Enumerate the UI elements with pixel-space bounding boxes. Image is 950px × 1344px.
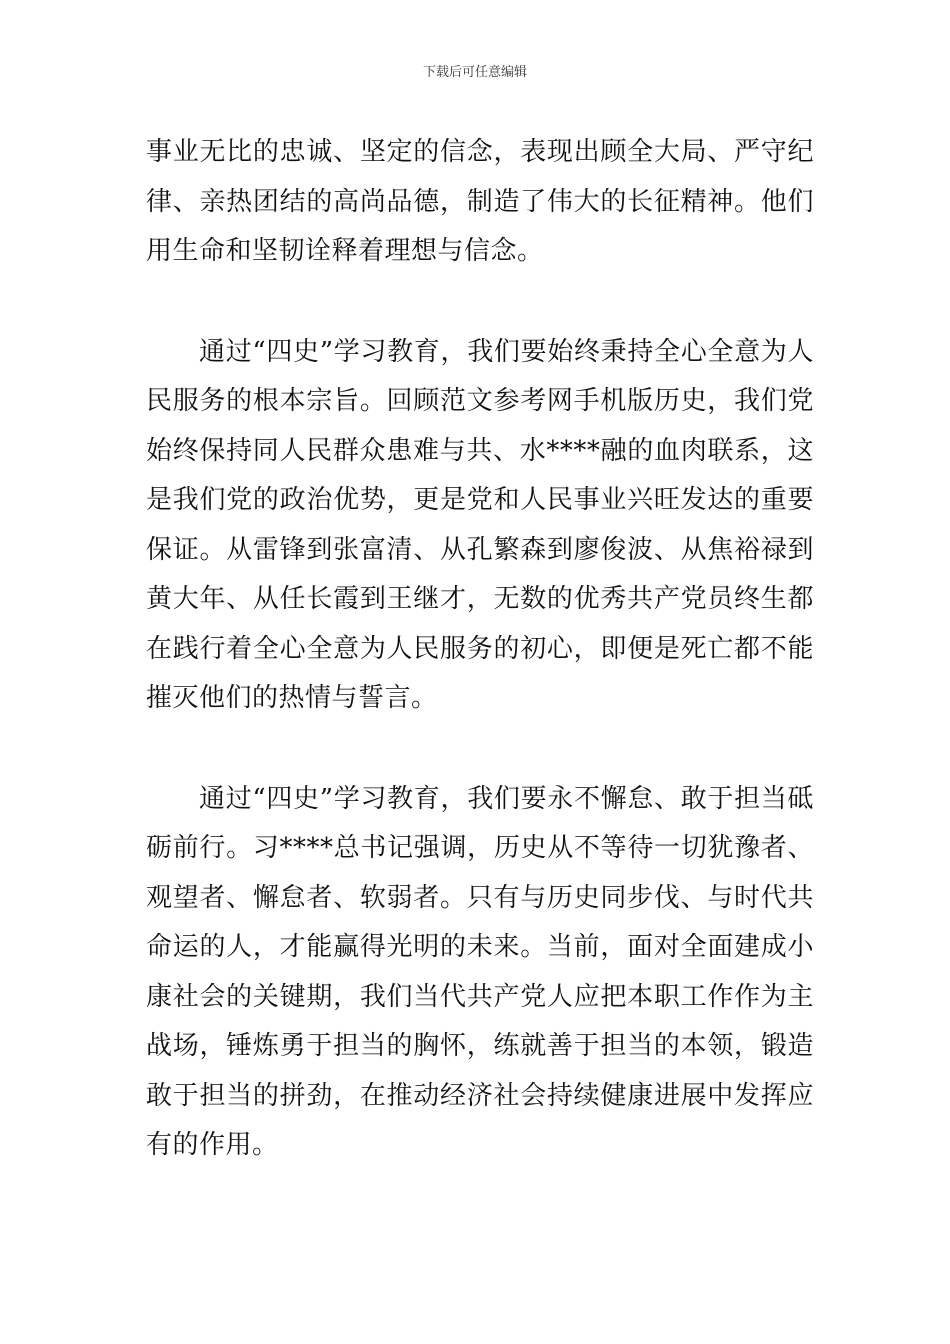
paragraph-1: 事业无比的忠诚、坚定的信念，表现出顾全大局、严守纪律、亲热团结的高尚品德，制造了伟大的长征精神。他们用生命和坚韧诠释着理想与信念。 bbox=[146, 137, 814, 266]
paragraph-gap bbox=[146, 724, 814, 775]
page-header-note: 下载后可任意编辑 bbox=[422, 65, 527, 80]
paragraph-gap bbox=[146, 277, 814, 328]
document-body bbox=[146, 128, 814, 1171]
paragraph-3: 通过“四史”学习教育，我们要永不懈怠、敢于担当砥砺前行。习****总书记强调，历史从不等待一切犹豫者、观望者、懈怠者、软弱者。只有与历史同步伐、与时代共命运的人，才能赢得光明的未来。当前，面对全面建成小康社会的关键期，我们当代共产党人应把本职工作作为主战场，锤炼勇于担当的胸怀，练就善于担当的本领，锻造敢于担当的拼劲，在推动经济社会持续健康进展中发挥应有的作用。 bbox=[146, 783, 814, 1160]
paragraph-2: 通过“四史”学习教育，我们要始终秉持全心全意为人民服务的根本宗旨。回顾范文参考网手机版历史，我们党始终保持同人民群众患难与共、水****融的血肉联系，这是我们党的政治优势，更是党和人民事业兴旺发达的重要保证。从雷锋到张富清、从孔繁森到廖俊波、从焦裕禄到黄大年、从任长霞到王继才，无数的优秀共产党员终生都在践行着全心全意为人民服务的初心，即便是死亡都不能摧灭他们的热情与誓言。 bbox=[146, 336, 814, 713]
